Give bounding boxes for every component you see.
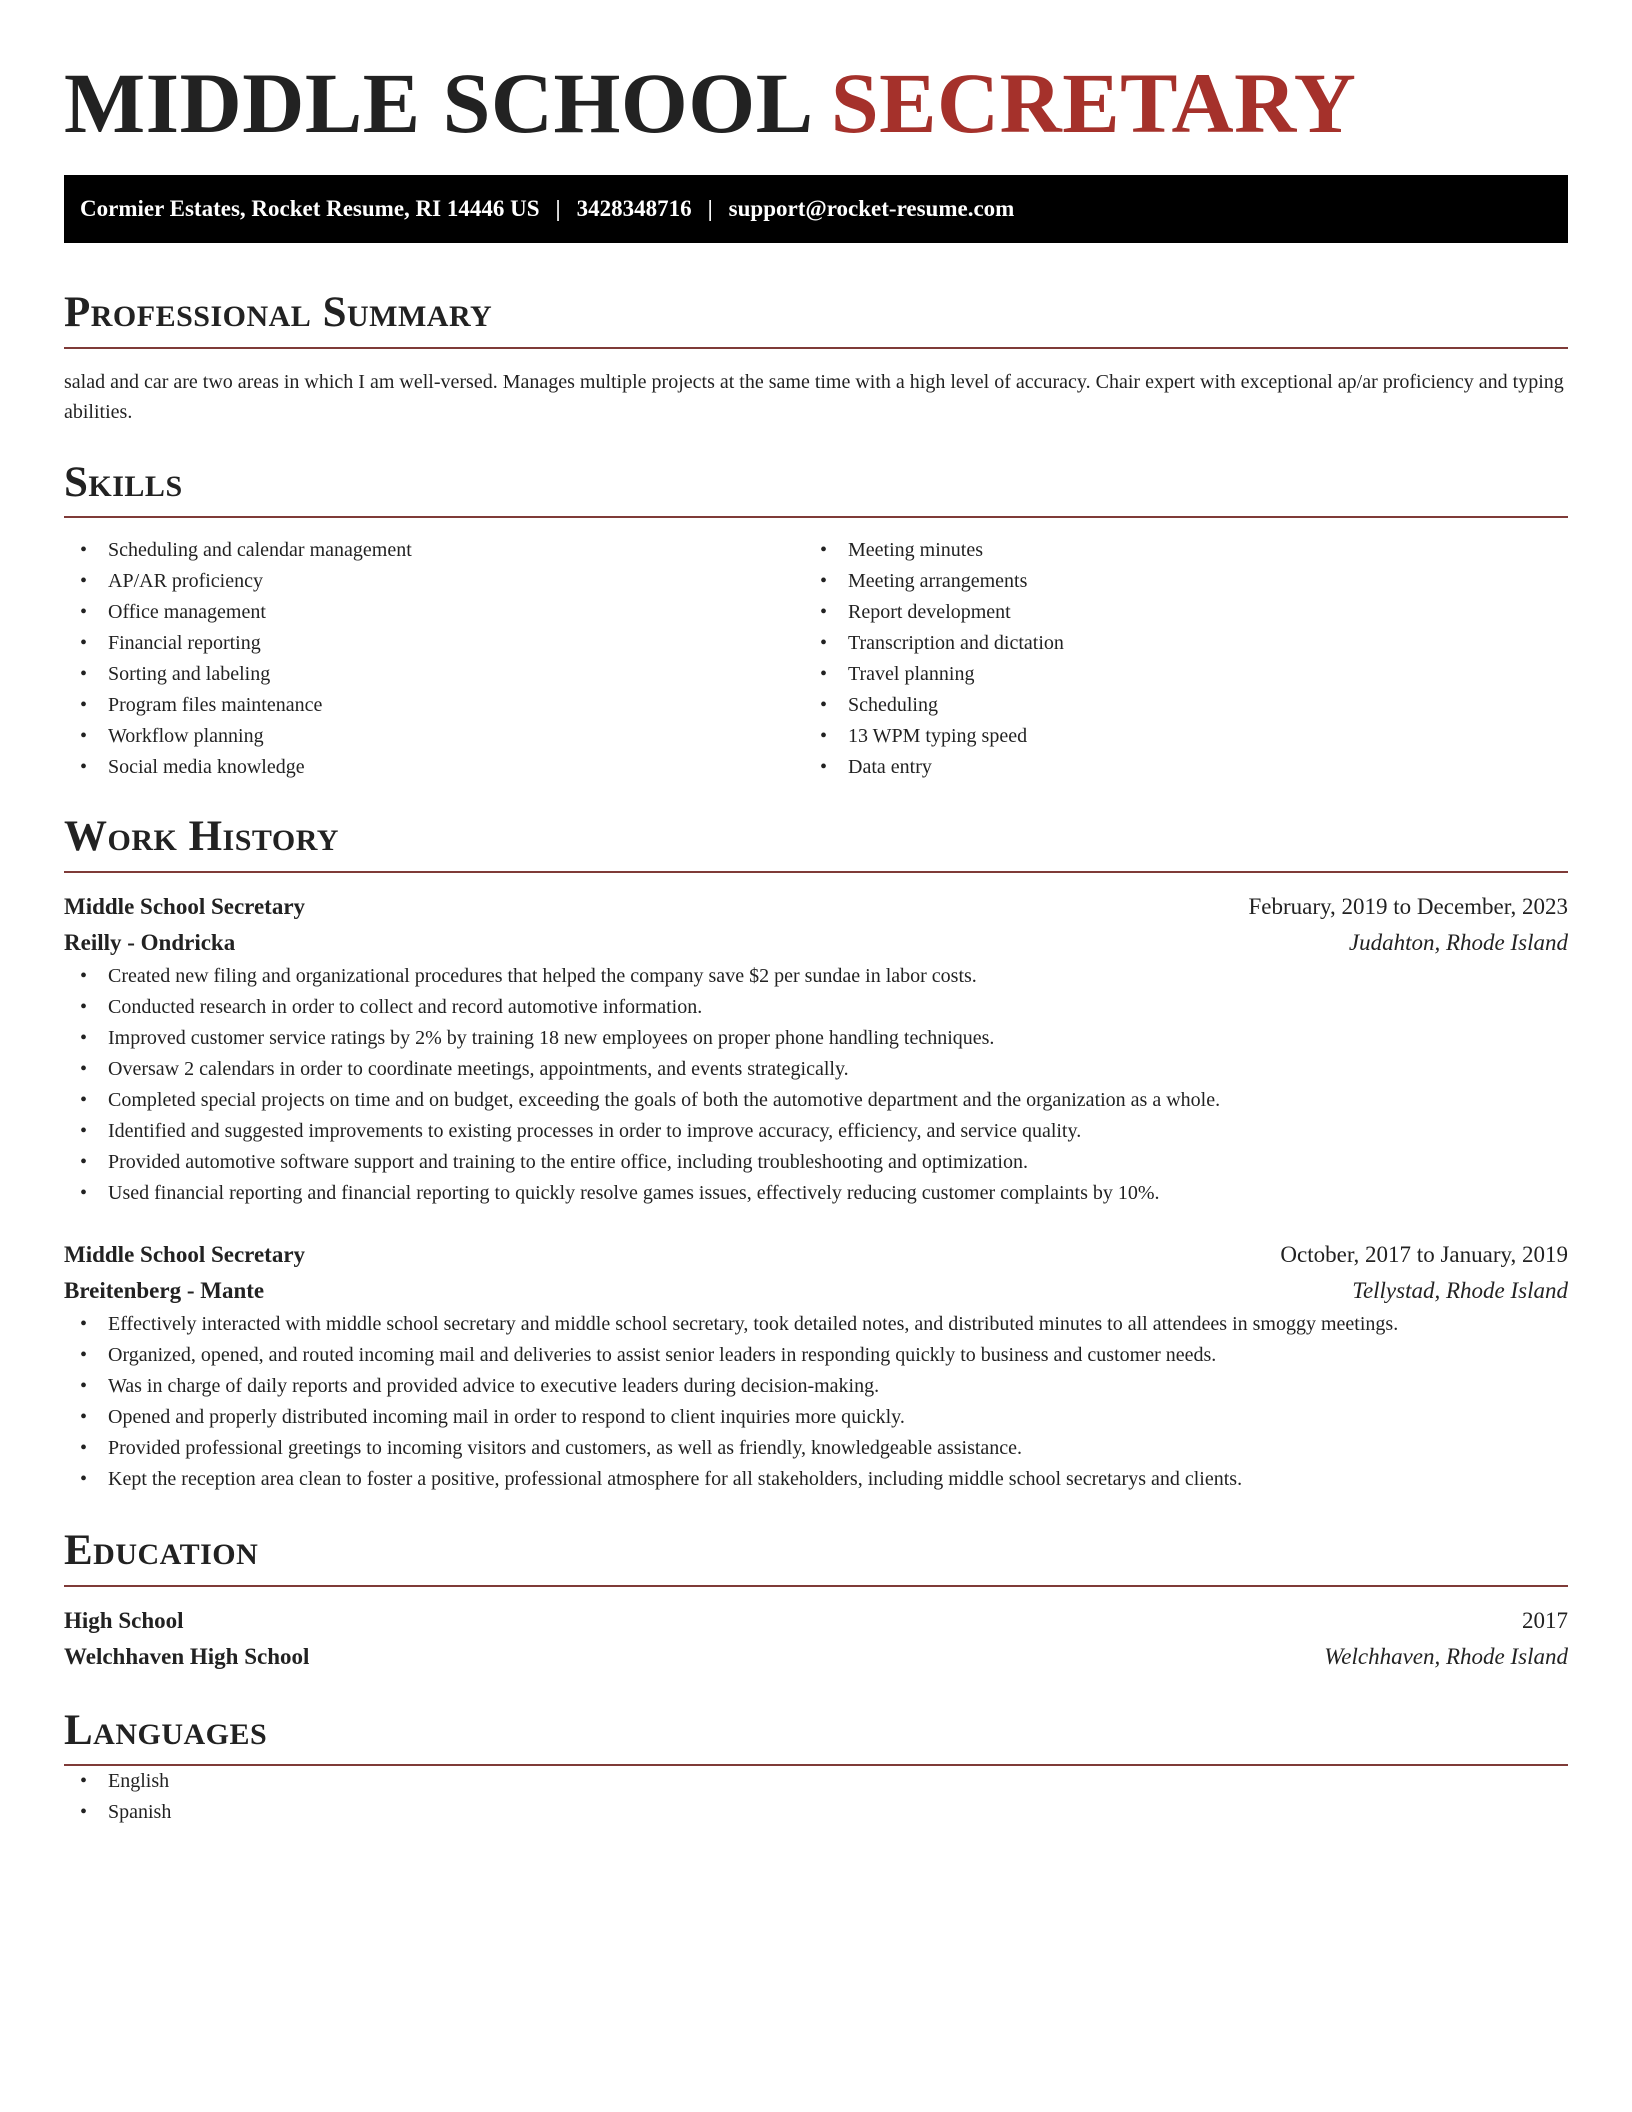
skill-item: • Data entry [804, 752, 1544, 783]
job-duty: • Provided automotive software support and training to the entire office, including troubleshooting and optimization. [64, 1147, 1568, 1178]
job-duties-list [64, 961, 1568, 1209]
job-dates: October, 2017 to January, 2019 [1280, 1241, 1568, 1267]
language-item: • Spanish [64, 1797, 1568, 1828]
job-title: Middle School Secretary [64, 1241, 306, 1267]
education-school-row [64, 1639, 1568, 1675]
skill-item: • Scheduling [804, 690, 1544, 721]
job-duty: • Opened and properly distributed incoming mail in order to respond to client inquiries more quickly. [64, 1402, 1568, 1433]
skill-item: • Financial reporting [64, 628, 804, 659]
skills-list-left [64, 535, 804, 783]
education-location: Welchhaven, Rhode Island [1324, 1643, 1568, 1669]
contact-separator: | [555, 196, 561, 222]
job-duty: • Used financial reporting and financial reporting to quickly resolve games issues, effectively reducing customer complaints by 10%. [64, 1178, 1568, 1209]
summary-text: salad and car are two areas in which I am well-versed. Manages multiple projects at the same time with a high level of accuracy. Chair expert with exceptional ap/ar proficiency and typing abilities. [64, 370, 1564, 423]
language-item: • English [64, 1766, 1568, 1797]
job-company: Breitenberg - Mante [64, 1277, 265, 1303]
title-part-1: MIDDLE SCHOOL [64, 55, 809, 151]
job-duty: • Completed special projects on time and on budget, exceeding the goals of both the automotive department and the organization as a whole. [64, 1085, 1568, 1116]
job-location: Tellystad, Rhode Island [1352, 1277, 1568, 1303]
work-history-heading: Work History [64, 813, 339, 861]
section-divider [64, 347, 1568, 349]
languages-list [64, 1766, 1568, 1828]
section-divider [64, 1585, 1568, 1587]
skill-item: • Office management [64, 597, 804, 628]
job-duty: • Kept the reception area clean to foster a positive, professional atmosphere for all stakeholders, including middle school secretarys and clients. [64, 1464, 1568, 1495]
education-school: Welchhaven High School [64, 1643, 310, 1669]
education-degree-row [64, 1603, 1568, 1639]
resume-title [64, 52, 1568, 155]
section-divider [64, 871, 1568, 873]
job-duty: • Identified and suggested improvements to existing processes in order to improve accuracy, efficiency, and service quality. [64, 1116, 1568, 1147]
skill-item: • Transcription and dictation [804, 628, 1544, 659]
summary-heading: Professional Summary [64, 289, 493, 337]
skill-item: • Social media knowledge [64, 752, 804, 783]
title-part-2: SECRETARY [830, 55, 1357, 151]
job-duty: • Conducted research in order to collect and record automotive information. [64, 992, 1568, 1023]
job-dates: February, 2019 to December, 2023 [1248, 893, 1568, 919]
job-location: Judahton, Rhode Island [1348, 929, 1568, 955]
education-heading: Education [64, 1526, 259, 1574]
section-divider [64, 516, 1568, 518]
job-duty: • Improved customer service ratings by 2% by training 18 new employees on proper phone handling techniques. [64, 1023, 1568, 1054]
job-duty: • Was in charge of daily reports and provided advice to executive leaders during decision-making. [64, 1371, 1568, 1402]
job-company: Reilly - Ondricka [64, 929, 236, 955]
contact-bar [64, 175, 1568, 243]
skills-list-right [804, 535, 1544, 783]
job-duty: • Oversaw 2 calendars in order to coordinate meetings, appointments, and events strategically. [64, 1054, 1568, 1085]
job-title-row [64, 889, 1568, 925]
skill-item: • Meeting arrangements [804, 566, 1544, 597]
job-duty: • Organized, opened, and routed incoming mail and deliveries to assist senior leaders in responding quickly to business and customer needs. [64, 1340, 1568, 1371]
job-duties-list [64, 1309, 1568, 1495]
contact-separator: | [707, 196, 713, 222]
job-entry [64, 889, 1568, 1209]
job-title: Middle School Secretary [64, 893, 306, 919]
job-company-row [64, 925, 1568, 961]
skill-item: • Report development [804, 597, 1544, 628]
skill-item: • Program files maintenance [64, 690, 804, 721]
education-year: 2017 [1522, 1607, 1568, 1633]
skills-columns [64, 535, 1568, 783]
skills-heading: Skills [64, 458, 183, 506]
job-duty: • Provided professional greetings to incoming visitors and customers, as well as friendly, knowledgeable assistance. [64, 1433, 1568, 1464]
contact-email: support@rocket-resume.com [728, 196, 1015, 222]
skill-item: • Scheduling and calendar management [64, 535, 804, 566]
job-duty: • Effectively interacted with middle school secretary and middle school secretary, took detailed notes, and distributed minutes to all attendees in smoggy meetings. [64, 1309, 1568, 1340]
job-company-row [64, 1273, 1568, 1309]
contact-phone: 3428348716 [576, 196, 692, 222]
job-title-row [64, 1237, 1568, 1273]
skill-item: • Sorting and labeling [64, 659, 804, 690]
skill-item: • Meeting minutes [804, 535, 1544, 566]
contact-address: Cormier Estates, Rocket Resume, RI 14446 US [80, 196, 540, 222]
skill-item: • 13 WPM typing speed [804, 721, 1544, 752]
skill-item: • Workflow planning [64, 721, 804, 752]
skill-item: • Travel planning [804, 659, 1544, 690]
languages-heading: Languages [64, 1706, 268, 1754]
job-entry [64, 1237, 1568, 1495]
skill-item: • AP/AR proficiency [64, 566, 804, 597]
education-degree: High School [64, 1607, 184, 1633]
job-duty: • Created new filing and organizational procedures that helped the company save $2 per sundae in labor costs. [64, 961, 1568, 992]
